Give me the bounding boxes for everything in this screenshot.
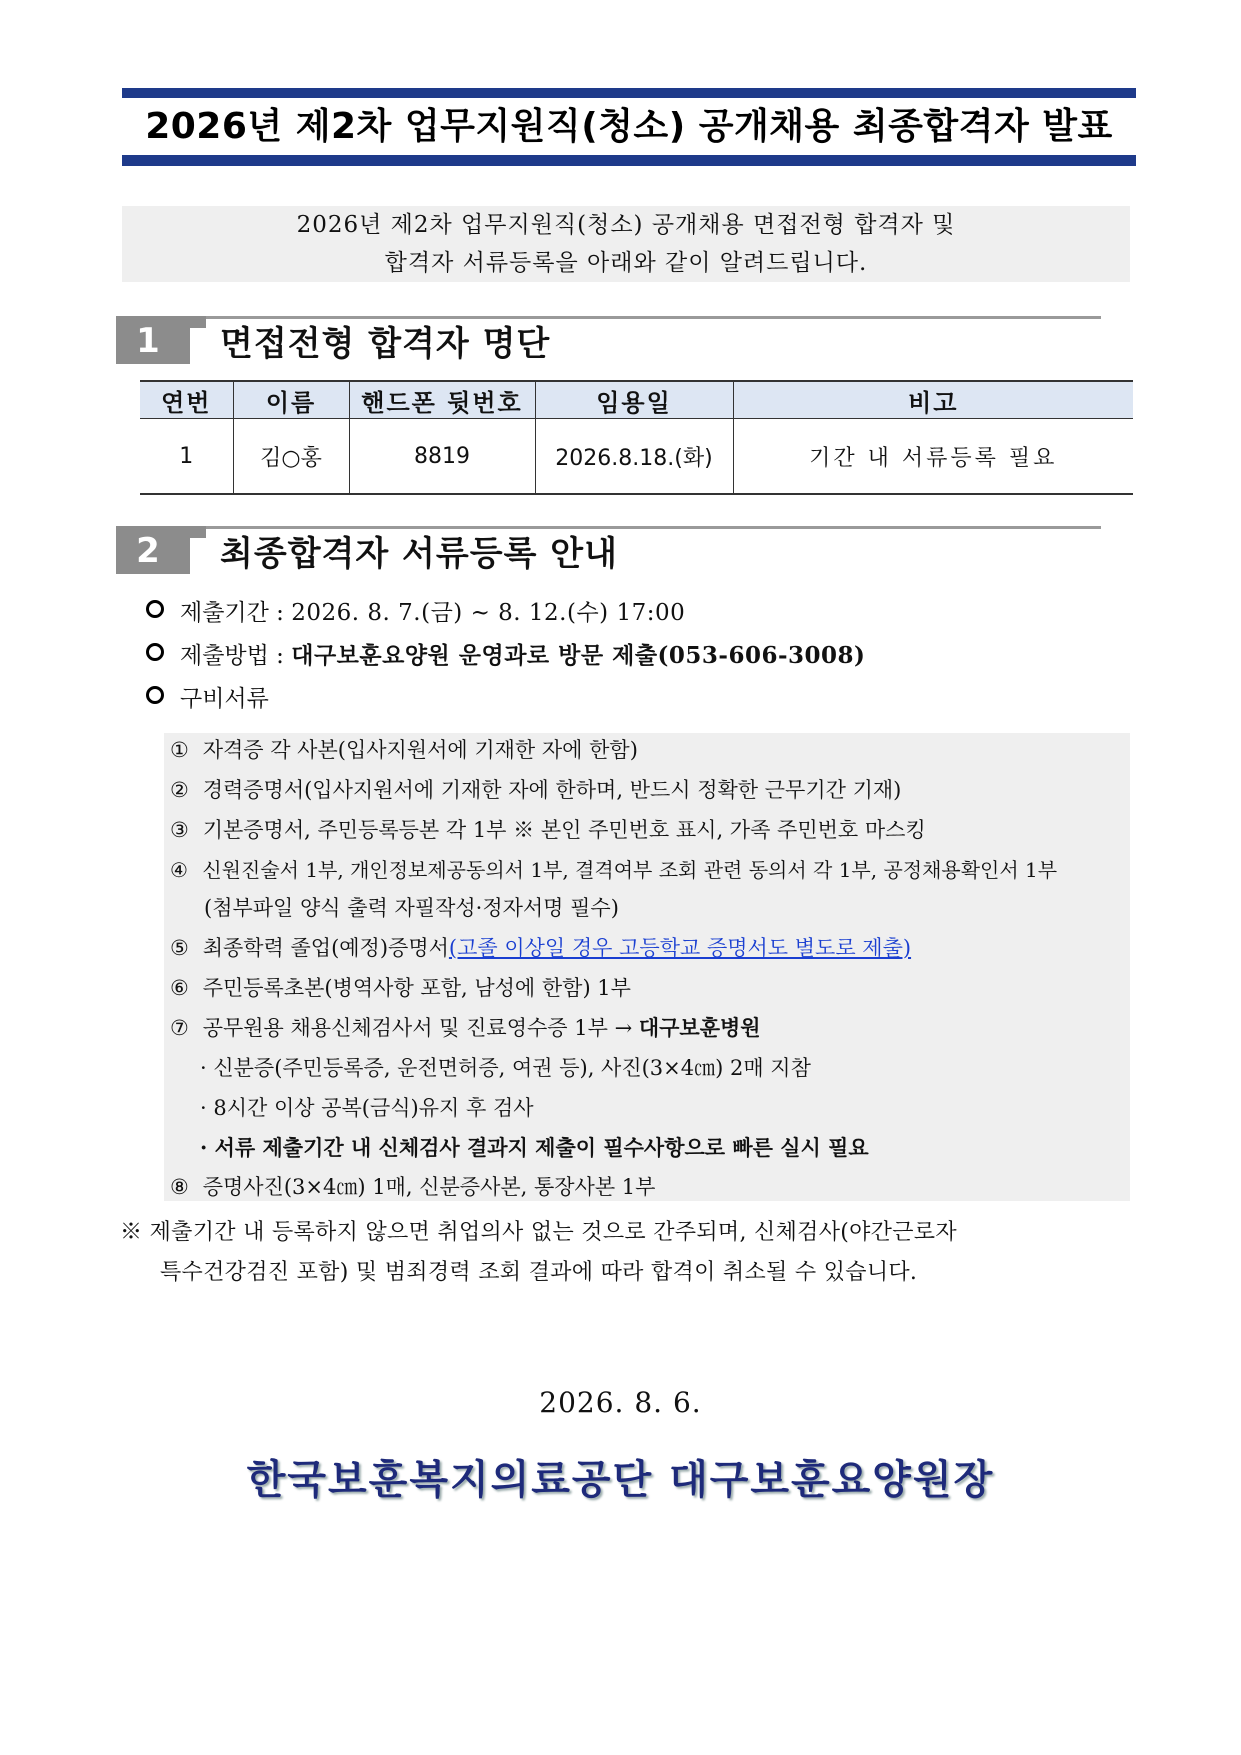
row-start-date: 2026.8.18.(화) — [535, 419, 733, 495]
issuer-name: 한국보훈복지의료공단 대구보훈요양원장 — [246, 1456, 995, 1503]
list-item: ① 자격증 각 사본(입사지원서에 기재한 자에 한함) — [170, 738, 638, 762]
section-2-heading — [116, 526, 1101, 578]
section-rule — [206, 526, 1101, 529]
list-item: ⑤ 최종학력 졸업(예정)증명서(고졸 이상일 경우 고등학교 증명서도 별도로 제출) — [170, 936, 912, 960]
row-name: 김○홍 — [233, 419, 349, 495]
title-rule-bottom — [122, 155, 1136, 166]
list-item: ④ 신원진술서 1부, 개인정보제공동의서 1부, 결격여부 조회 관련 동의서 각 1부, 공정채용확인서 1부 — [170, 858, 1058, 882]
column-header: 임용일 — [535, 381, 733, 419]
list-item: ⑧ 증명사진(3×4㎝) 1매, 신분증사본, 통장사본 1부 — [170, 1175, 656, 1199]
section-title: 최종합격자 서류등록 안내 — [220, 534, 618, 574]
column-header: 이름 — [233, 381, 349, 419]
section-number: 1 — [136, 321, 160, 361]
intro-box — [122, 206, 1130, 282]
section-rule — [206, 316, 1101, 319]
list-item: ⑦ 공무원용 채용신체검사서 및 진료영수증 1부 → 대구보훈병원 — [170, 1015, 761, 1040]
required-docs-label: 구비서류 — [180, 686, 269, 712]
roster-table — [140, 380, 1133, 495]
intro-line-1: 2026년 제2차 업무지원직(청소) 공개채용 면접전형 합격자 및 — [296, 212, 956, 238]
required-docs-label-row — [146, 684, 269, 714]
footnote-line-1: ※ 제출기간 내 등록하지 않으면 취업의사 없는 것으로 간주되며, 신체검사(야간근로자 — [120, 1220, 957, 1245]
column-header: 핸드폰 뒷번호 — [349, 381, 535, 419]
submission-period — [146, 598, 685, 628]
circle-bullet-icon — [146, 600, 164, 618]
method-label: 제출방법 : — [180, 643, 284, 669]
period-value: 2026. 8. 7.(금) ~ 8. 12.(수) 17:00 — [291, 600, 686, 626]
circle-bullet-icon — [146, 686, 164, 704]
list-item: ② 경력증명서(입사지원서에 기재한 자에 한하며, 반드시 정확한 근무기간 기재) — [170, 778, 902, 802]
announcement-date: 2026. 8. 6. — [539, 1386, 702, 1419]
row-note: 기간 내 서류등록 필요 — [733, 419, 1133, 495]
section-number: 2 — [136, 531, 160, 571]
title-rule-top — [122, 88, 1136, 98]
high-school-cert-link[interactable]: (고졸 이상일 경우 고등학교 증명서도 별도로 제출) — [448, 936, 912, 960]
table-header-row — [140, 381, 1133, 419]
required-docs-box — [164, 733, 1130, 1201]
column-header: 비고 — [733, 381, 1133, 419]
footnote-line-2: 특수건강검진 포함) 및 범죄경력 조회 결과에 따라 합격이 취소될 수 있습니다. — [160, 1260, 918, 1285]
row-phone-suffix: 8819 — [349, 419, 535, 495]
sub-item: · 신분증(주민등록증, 운전면허증, 여권 등), 사진(3×4㎝) 2매 지참 — [200, 1056, 811, 1080]
hospital-name: 대구보훈병원 — [638, 1015, 761, 1040]
title-banner — [122, 88, 1136, 166]
circle-bullet-icon — [146, 643, 164, 661]
submission-method — [146, 641, 865, 671]
sub-item: · 서류 제출기간 내 신체검사 결과지 제출이 필수사항으로 빠른 실시 필요 — [200, 1135, 869, 1160]
list-item-continuation: (첨부파일 양식 출력 자필작성·정자서명 필수) — [204, 896, 619, 920]
section-number-tab — [190, 316, 206, 328]
sub-item: · 8시간 이상 공복(금식)유지 후 검사 — [200, 1096, 534, 1120]
list-item: ⑥ 주민등록초본(병역사항 포함, 남성에 한함) 1부 — [170, 976, 631, 1000]
page-title: 2026년 제2차 업무지원직(청소) 공개채용 최종합격자 발표 — [145, 106, 1113, 147]
section-title: 면접전형 합격자 명단 — [220, 324, 551, 364]
section-1-heading — [116, 316, 1101, 368]
period-label: 제출기간 : — [180, 600, 284, 626]
table-row — [140, 419, 1133, 495]
column-header: 연번 — [140, 381, 233, 419]
section-number-tab — [190, 526, 206, 538]
method-value: 대구보훈요양원 운영과로 방문 제출(053-606-3008) — [291, 642, 866, 669]
list-item: ③ 기본증명서, 주민등록등본 각 1부 ※ 본인 주민번호 표시, 가족 주민번호 마스킹 — [170, 818, 926, 842]
row-number: 1 — [140, 419, 233, 495]
intro-line-2: 합격자 서류등록을 아래와 같이 알려드립니다. — [384, 250, 868, 276]
